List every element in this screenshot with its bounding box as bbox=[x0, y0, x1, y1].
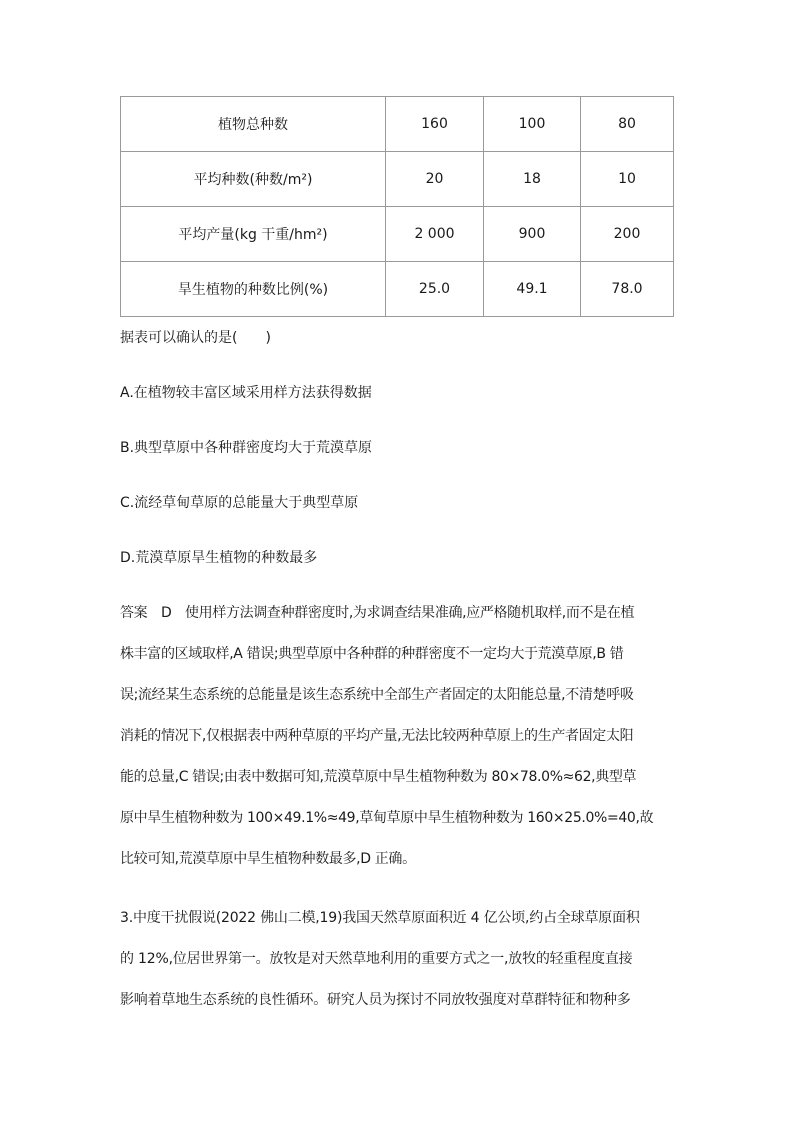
option-c: C.流经草甸草原的总能量大于典型草原 bbox=[120, 495, 359, 511]
row-label: 平均种数(种数/m²) bbox=[121, 152, 386, 207]
table-cell: 900 bbox=[484, 207, 581, 262]
next-question-line: 3.中度干扰假说(2022 佛山二模,19)我国天然草原面积近 4 亿公顷,约占全球草原面积 bbox=[120, 910, 640, 926]
table-cell: 2 000 bbox=[386, 207, 484, 262]
answer-line: 比较可知,荒漠草原中旱生植物种数最多,D 正确。 bbox=[120, 851, 416, 867]
answer-line: 原中旱生植物种数为 100×49.1%≈49,草甸草原中旱生植物种数为 160×25.0%=40,故 bbox=[120, 810, 654, 826]
next-question-line: 的 12%,位居世界第一。放牧是对天然草地利用的重要方式之一,放牧的轻重程度直接 bbox=[120, 951, 633, 967]
table-cell: 80 bbox=[581, 97, 674, 152]
answer-line: 误;流经某生态系统的总能量是该生态系统中全部生产者固定的太阳能总量,不清楚呼吸 bbox=[120, 687, 634, 703]
option-b: B.典型草原中各种群密度均大于荒漠草原 bbox=[120, 440, 373, 456]
row-label: 平均产量(kg 干重/hm²) bbox=[121, 207, 386, 262]
answer-line: 消耗的情况下,仅根据表中两种草原的平均产量,无法比较两种草原上的生产者固定太阳 bbox=[120, 728, 634, 744]
option-a: A.在植物较丰富区域采用样方法获得数据 bbox=[120, 385, 372, 401]
option-d: D.荒漠草原旱生植物的种数最多 bbox=[120, 550, 318, 566]
question-stem: 据表可以确认的是( ) bbox=[120, 330, 271, 346]
table-cell: 49.1 bbox=[484, 262, 581, 317]
table-row bbox=[121, 262, 674, 317]
table-cell: 100 bbox=[484, 97, 581, 152]
table-cell: 20 bbox=[386, 152, 484, 207]
table-cell: 200 bbox=[581, 207, 674, 262]
data-table bbox=[120, 96, 674, 317]
table-row bbox=[121, 97, 674, 152]
table-cell: 18 bbox=[484, 152, 581, 207]
answer-line: 株丰富的区域取样,A 错误;典型草原中各种群的种群密度不一定均大于荒漠草原,B 错 bbox=[120, 646, 624, 662]
answer-line: 答案 D 使用样方法调查种群密度时,为求调查结果准确,应严格随机取样,而不是在植 bbox=[120, 605, 635, 621]
next-question-line: 影响着草地生态系统的良性循环。研究人员为探讨不同放牧强度对草群特征和物种多 bbox=[120, 992, 631, 1008]
table-row bbox=[121, 207, 674, 262]
table-cell: 25.0 bbox=[386, 262, 484, 317]
table-row bbox=[121, 152, 674, 207]
table-cell: 10 bbox=[581, 152, 674, 207]
table-cell: 160 bbox=[386, 97, 484, 152]
table-cell: 78.0 bbox=[581, 262, 674, 317]
row-label: 植物总种数 bbox=[121, 97, 386, 152]
answer-line: 能的总量,C 错误;由表中数据可知,荒漠草原中旱生植物种数为 80×78.0%≈62,典型草 bbox=[120, 769, 637, 785]
row-label: 旱生植物的种数比例(%) bbox=[121, 262, 386, 317]
